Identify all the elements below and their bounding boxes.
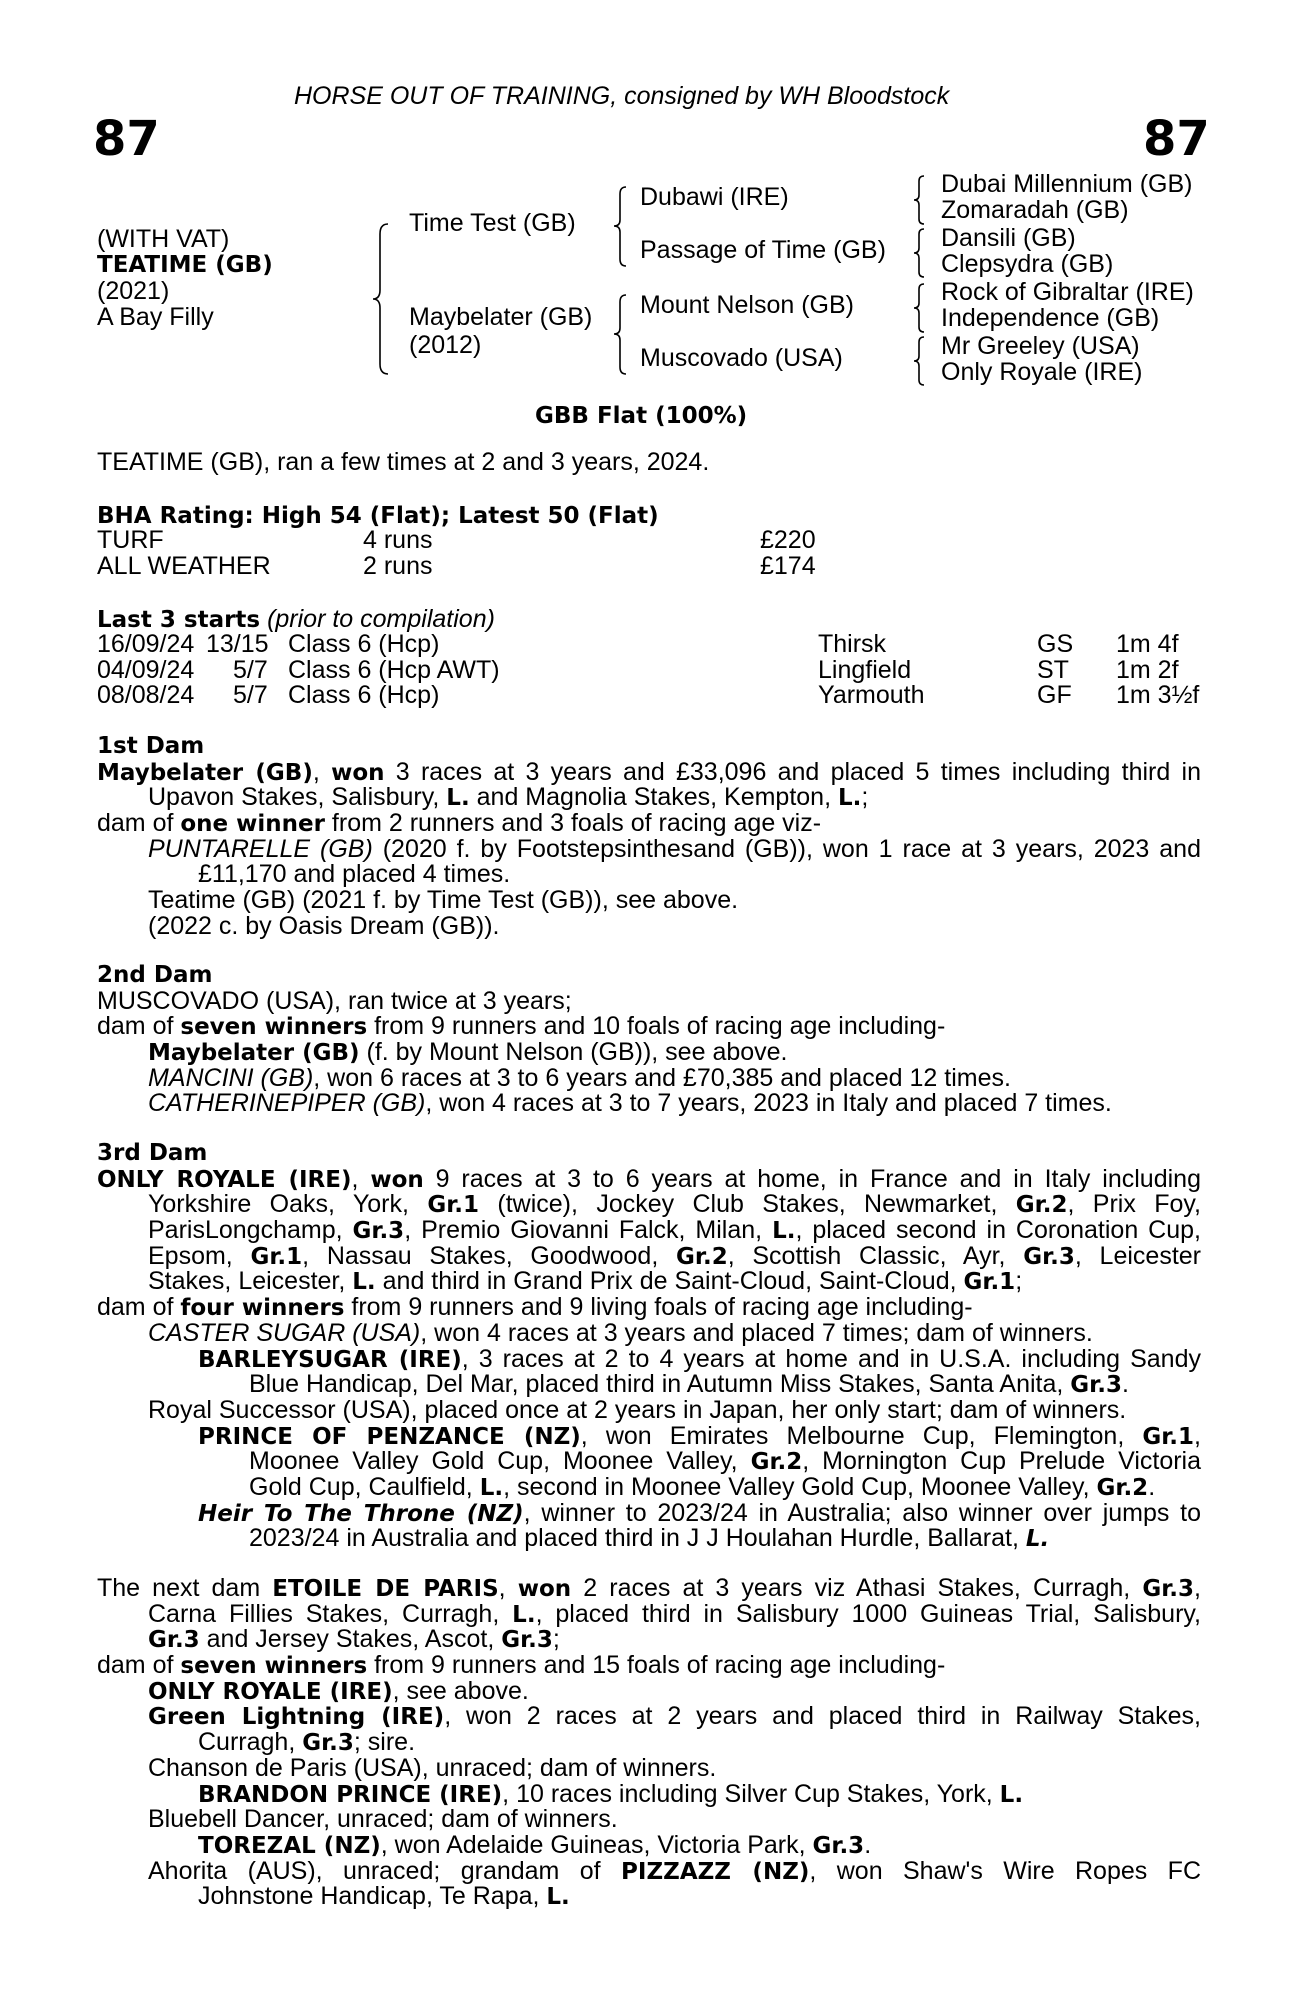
pedigree-g3-1: Dubai Millennium (GB) (941, 170, 1193, 198)
pedigree-bracket-main (370, 222, 390, 377)
lot-number-right: 87 (1143, 111, 1210, 167)
pedigree-g3-4: Clepsydra (GB) (941, 250, 1114, 278)
third-dam-heading: 3rd Dam (97, 1140, 208, 1166)
third-dam-section: 3rd Dam ONLY ROYALE (IRE), won 9 races at 3 to 6 years at home, in France and in Italy including Yorkshire Oaks, York, Gr.1 (twice), Jockey Club Stakes, Newmarket, Gr.2, Prix Foy, ParisLongchamp, Gr.3, Premio Giovanni Falck, Milan, L., placed second in Coronation Cup, Epsom, Gr.1, Nassau Stakes, Goodwood, Gr.2, Scottish Classic, Ayr, Gr.3, Leicester Stakes, Leicester, L. and third in Grand Prix de Saint-Cloud, Saint-Cloud, Gr.1; dam of four winners from 9 runners and 9 living foals of racing age including- CASTER SUGAR (USA), won 4 races at 3 years and placed 7 times; dam of winners. BARLEYSUGAR (IRE), 3 races at 2 to 4 years at home and in U.S.A. including Sandy Blue Handicap, Del Mar, placed third in Autumn Miss Stakes, Santa Anita, Gr.3. Royal Successor (USA), placed once at 2 years in Japan, her only start; dam of winners. PRINCE OF PENZANCE (NZ), won Emirates Melbourne Cup, Flemington, Gr.1, Moonee Valley Gold Cup, Moonee Valley, Gr.2, Mornington Cup Prelude Victoria Gold Cup, Caulfield, L., second in Moonee Valley Gold Cup, Moonee Valley, Gr.2. Heir To The Throne (NZ), winner to 2023/24 in Australia; also winner over jumps to 2023/24 in Australia and placed third in J J Houlahan Hurdle, Ballarat, L. (97, 1140, 1202, 1553)
pedigree-sire: Time Test (GB) (409, 209, 576, 237)
bha-row-turf: TURF 4 runs £220 (97, 526, 816, 554)
first-dam-heading: 1st Dam (97, 733, 205, 759)
vat-note: (WITH VAT) (97, 225, 230, 253)
pedigree-sire-sire: Dubawi (IRE) (640, 183, 789, 211)
horse-year: (2021) (97, 277, 170, 305)
pedigree-bracket-g3-3 (912, 283, 926, 333)
pedigree-g3-6: Independence (GB) (941, 304, 1160, 332)
pedigree-bracket-sire (612, 186, 628, 268)
pedigree-g3-8: Only Royale (IRE) (941, 358, 1143, 386)
pedigree-sire-dam: Passage of Time (GB) (640, 236, 886, 264)
pedigree-dam-year: (2012) (409, 331, 482, 359)
second-dam-heading: 2nd Dam (97, 962, 213, 988)
pedigree-g3-3: Dansili (GB) (941, 224, 1076, 252)
bha-row-all-weather: ALL WEATHER 2 runs £174 (97, 552, 816, 580)
second-dam-section: 2nd Dam MUSCOVADO (USA), ran twice at 3 years; dam of seven winners from 9 runners and 10 foals of racing age including- Maybelater (GB) (f. by Mount Nelson (GB)), see above. MANCINI (GB), won 6 races at 3 to 6 years and £70,385 and placed 12 times. CATHERINEPIPER (GB), won 4 races at 3 to 7 years, 2023 in Italy and placed 7 times. (97, 963, 1201, 1117)
pedigree-bracket-dam (612, 294, 628, 376)
start-row: 16/09/24 13/15 Class 6 (Hcp) Thirsk GS 1m 4f (97, 630, 1179, 658)
pedigree-g3-5: Rock of Gibraltar (IRE) (941, 278, 1194, 306)
pedigree-dam-sire: Mount Nelson (GB) (640, 291, 854, 319)
first-dam-section: 1st Dam Maybelater (GB), won 3 races at 3 years and £33,096 and placed 5 times including third in Upavon Stakes, Salisbury, L. and Magnolia Stakes, Kempton, L.; dam of one winner from 2 runners and 3 foals of racing age viz- PUNTARELLE (GB) (2020 f. by Footstepsinthesand (GB)), won 1 race at 3 years, 2023 and £11,170 and placed 4 times. Teatime (GB) (2021 f. by Time Test (GB)), see above. (2022 c. by Oasis Dream (GB)). (97, 733, 1201, 940)
start-row: 04/09/24 5/7 Class 6 (Hcp AWT) Lingfield ST 1m 2f (97, 656, 1179, 684)
page-header-title: HORSE OUT OF TRAINING, consigned by WH Bloodstock (294, 82, 950, 110)
start-row: 08/08/24 5/7 Class 6 (Hcp) Yarmouth GF 1m 3½f (97, 681, 1200, 709)
horse-description: A Bay Filly (97, 303, 214, 331)
last-starts-heading: Last 3 starts (prior to compilation) (97, 605, 495, 633)
gbb-eligibility: GBB Flat (100%) (535, 403, 748, 429)
pedigree-bracket-g3-4 (912, 336, 926, 386)
pedigree-bracket-g3-1 (912, 175, 926, 225)
bha-rating: BHA Rating: High 54 (Flat); Latest 50 (Flat) (97, 503, 659, 529)
pedigree-dam: Maybelater (GB) (409, 303, 593, 331)
lot-number-left: 87 (93, 111, 160, 167)
pedigree-g3-7: Mr Greeley (USA) (941, 332, 1140, 360)
next-dam-section: The next dam ETOILE DE PARIS, won 2 races at 3 years viz Athasi Stakes, Curragh, Gr.3, Carna Fillies Stakes, Curragh, L., placed third in Salisbury 1000 Guineas Trial, Salisbury, Gr.3 and Jersey Stakes, Ascot, Gr.3; dam of seven winners from 9 runners and 15 foals of racing age including- ONLY ROYALE (IRE), see above. Green Lightning (IRE), won 2 races at 2 years and placed third in Railway Stakes, Curragh, Gr.3; sire. Chanson de Paris (USA), unraced; dam of winners. BRANDON PRINCE (IRE), 10 races including Silver Cup Stakes, York, L. Bluebell Dancer, unraced; dam of winners. TOREZAL (NZ), won Adelaide Guineas, Victoria Park, Gr.3. Ahorita (AUS), unraced; grandam of PIZZAZZ (NZ), won Shaw's Wire Ropes FC Johnstone Handicap, Te Rapa, L. (97, 1574, 1202, 1911)
pedigree-dam-dam: Muscovado (USA) (640, 344, 843, 372)
horse-name: TEATIME (GB) (97, 252, 273, 278)
pedigree-g3-2: Zomaradah (GB) (941, 196, 1129, 224)
pedigree-bracket-g3-2 (912, 228, 926, 278)
racing-summary: TEATIME (GB), ran a few times at 2 and 3 years, 2024. (97, 448, 710, 476)
